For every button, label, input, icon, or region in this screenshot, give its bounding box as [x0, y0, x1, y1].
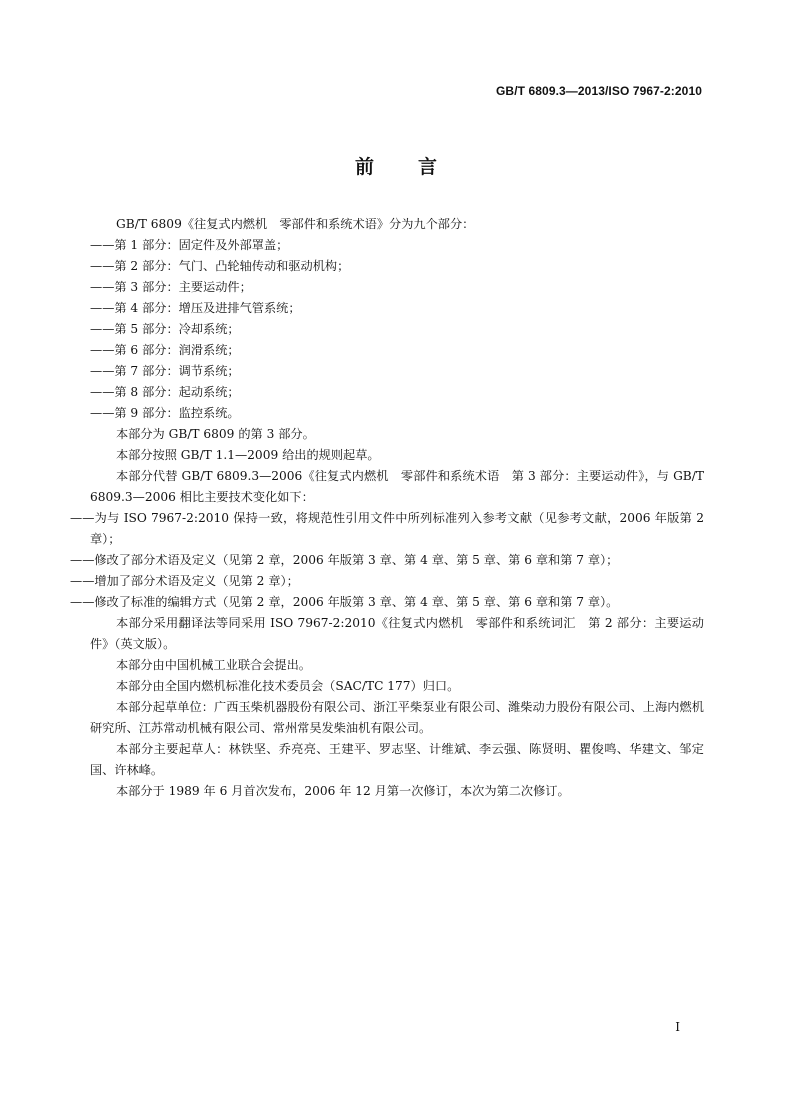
- part-list-item: ——第 3 部分：主要运动件；: [90, 280, 252, 294]
- change-list-item: ——增加了部分术语及定义（见第 2 章）；: [70, 574, 299, 588]
- proposed-by-paragraph: 本部分由中国机械工业联合会提出。: [116, 658, 311, 672]
- history-paragraph: 本部分于 1989 年 6 月首次发布，2006 年 12 月第一次修订，本次为第二次修订。: [116, 784, 570, 798]
- part-list-item: ——第 5 部分：冷却系统；: [90, 322, 240, 336]
- page-title: 前言: [354, 156, 481, 178]
- jurisdiction-paragraph: 本部分由全国内燃机标准化技术委员会（SAC/TC 177）归口。: [116, 679, 460, 693]
- part-of-paragraph: 本部分为 GB/T 6809 的第 3 部分。: [116, 427, 315, 441]
- standard-number-header: GB/T 6809.3—2013/ISO 7967-2:2010: [496, 84, 702, 98]
- page-number: I: [675, 1020, 680, 1034]
- replaces-paragraph: 本部分代替 GB/T 6809.3—2006《往复式内燃机 零部件和系统术语 第 3 部分：主要运动件》，与 GB/T 6809.3—2006 相比主要技术变化如下：: [90, 469, 704, 504]
- part-list-item: ——第 2 部分：气门、凸轮轴传动和驱动机构；: [90, 259, 350, 273]
- change-list-item: ——修改了标准的编辑方式（见第 2 章，2006 年版第 3 章、第 4 章、第 5 章、第 6 章和第 7 章）。: [70, 595, 619, 609]
- drafters-paragraph: 本部分主要起草人：林铁坚、乔亮亮、王建平、罗志坚、计维斌、李云强、陈贤明、瞿俊鸣、华建文、邹定国、许林峰。: [90, 742, 704, 777]
- part-list-item: ——第 7 部分：调节系统；: [90, 364, 240, 378]
- part-list-item: ——第 8 部分：起动系统；: [90, 385, 240, 399]
- part-list-item: ——第 6 部分：润滑系统；: [90, 343, 240, 357]
- drafting-rules-paragraph: 本部分按照 GB/T 1.1—2009 给出的规则起草。: [116, 448, 380, 462]
- translation-paragraph: 本部分采用翻译法等同采用 ISO 7967-2:2010《往复式内燃机 零部件和系统词汇 第 2 部分：主要运动件》（英文版）。: [90, 616, 704, 651]
- intro-paragraph: GB/T 6809《往复式内燃机 零部件和系统术语》分为九个部分：: [116, 217, 475, 231]
- change-list-item: ——为与 ISO 7967-2:2010 保持一致，将规范性引用文件中所列标准列入参考文献（见参考文献，2006 年版第 2 章）；: [70, 511, 704, 546]
- part-list-item: ——第 4 部分：增压及进排气管系统；: [90, 301, 301, 315]
- change-list-item: ——修改了部分术语及定义（见第 2 章，2006 年版第 3 章、第 4 章、第 5 章、第 6 章和第 7 章）；: [70, 553, 619, 567]
- part-list-item: ——第 1 部分：固定件及外部罩盖；: [90, 238, 289, 252]
- foreword-body: [70, 214, 704, 802]
- part-list-item: ——第 9 部分：监控系统。: [90, 406, 240, 420]
- drafting-units-paragraph: 本部分起草单位：广西玉柴机器股份有限公司、浙江平柴泵业有限公司、潍柴动力股份有限公司、上海内燃机研究所、江苏常动机械有限公司、常州常昊发柴油机有限公司。: [90, 700, 704, 735]
